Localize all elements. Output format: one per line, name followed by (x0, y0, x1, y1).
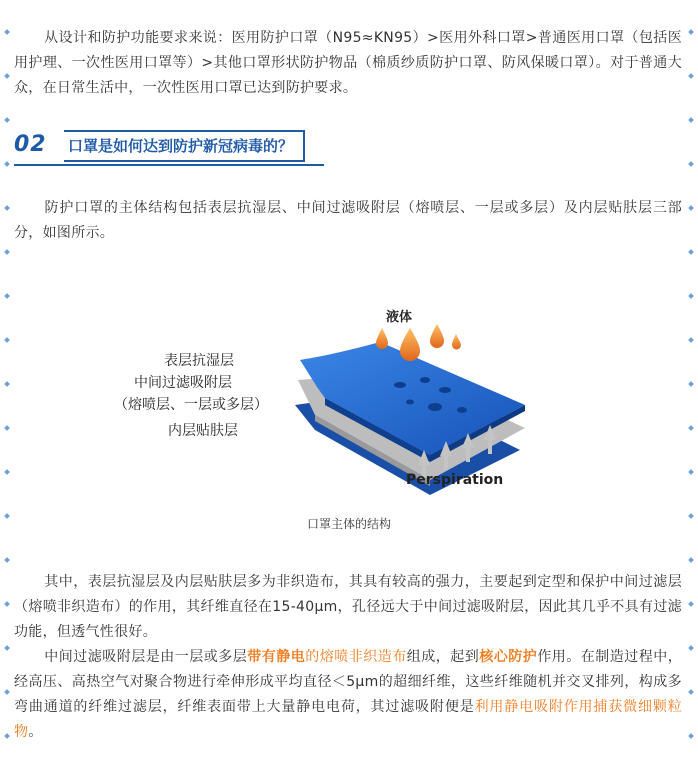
middle-layer-text-1: 中间过滤吸附层是由一层或多层 (44, 649, 248, 665)
perspiration-label: Perspiration (406, 472, 504, 488)
border-dot (4, 73, 10, 79)
border-dot (4, 689, 10, 695)
border-dot (4, 425, 10, 431)
border-dot (688, 425, 694, 431)
structure-text: 防护口罩的主体结构包括表层抗湿层、中间过滤吸附层（熔喷层、一层或多层）及内层贴肤层三部分，如图所示。 (14, 200, 682, 241)
label-middle-layer-note: （熔喷层、一层或多层） (114, 397, 268, 413)
border-dot (4, 381, 10, 387)
mask-layers-illustration (100, 290, 600, 500)
highlight-meltblown: 的熔喷非织造布 (305, 649, 407, 665)
highlight-core-protection: 核心防护 (479, 649, 538, 665)
border-dot (688, 117, 694, 123)
left-dot-border (0, 0, 14, 760)
mask-structure-figure (100, 290, 600, 500)
section-number: 02 (14, 132, 47, 157)
intro-text: 从设计和防护功能要求来说：医用防护口罩（N95≈KN95）>医用外科口罩>普通医用口罩（包括医用护理、一次性医用口罩等）>其他口罩形状防护物品（棉质纱质防护口罩、防风保暖口罩）。对于普通大众，在日常生活中，一次性医用口罩已达到防护要求。 (14, 30, 682, 96)
border-dot (4, 29, 10, 35)
border-dot (688, 469, 694, 475)
border-dot (688, 73, 694, 79)
figure-caption: 口罩主体的结构 (306, 517, 391, 531)
right-dot-border (684, 0, 698, 760)
intro-paragraph (14, 26, 682, 101)
section-heading (14, 128, 324, 162)
border-dot (688, 601, 694, 607)
border-dot (4, 205, 10, 211)
highlight-electrostatic: 带有静电 (247, 649, 306, 665)
structure-paragraph (14, 196, 682, 246)
outer-inner-layer-paragraph (14, 570, 682, 645)
border-dot (688, 381, 694, 387)
middle-layer-text-2: 组成，起到 (406, 649, 480, 665)
section-underline (14, 164, 324, 166)
border-dot (688, 557, 694, 563)
middle-layer-text-3: 作用。在制造过程中，经高压、高热空气对聚合物进行牵伸形成平均直径＜5μm的超细纤维，这些纤维随机并交叉排列，构成多弯曲通道的纤维过滤层，纤维表面带上大量静电电荷，其过滤吸附便是 (14, 649, 682, 715)
highlight-electrostatic-adsorption: 利用静电吸附作用捕获微细颗粒物 (14, 699, 682, 740)
outer-inner-layer-text: 其中，表层抗湿层及内层贴肤层多为非织造布，其具有较高的强力，主要起到定型和保护中间过滤层（熔喷非织造布）的作用，其纤维直径在15-40μm，孔径远大于中间过滤吸附层，因此其几乎不具有过滤功能，但透气性很好。 (14, 574, 682, 640)
border-dot (688, 161, 694, 167)
label-middle-layer: 中间过滤吸附层 (134, 375, 232, 391)
border-dot (688, 645, 694, 651)
border-dot (4, 161, 10, 167)
border-dot (4, 117, 10, 123)
border-dot (4, 337, 10, 343)
border-dot (4, 469, 10, 475)
border-dot (4, 733, 10, 739)
border-dot (688, 337, 694, 343)
middle-layer-paragraph (14, 645, 682, 745)
liquid-label: 液体 (386, 310, 413, 325)
border-dot (4, 645, 10, 651)
border-dot (688, 293, 694, 299)
border-dot (688, 733, 694, 739)
border-dot (688, 689, 694, 695)
label-outer-layer: 表层抗湿层 (164, 353, 234, 369)
border-dot (4, 601, 10, 607)
border-dot (4, 249, 10, 255)
section-title: 口罩是如何达到防护新冠病毒的？ (64, 130, 305, 162)
border-dot (688, 249, 694, 255)
border-dot (688, 205, 694, 211)
middle-layer-text-4: 。 (28, 724, 43, 740)
border-dot (4, 293, 10, 299)
label-inner-layer: 内层贴肤层 (168, 423, 238, 439)
border-dot (4, 557, 10, 563)
border-dot (688, 29, 694, 35)
